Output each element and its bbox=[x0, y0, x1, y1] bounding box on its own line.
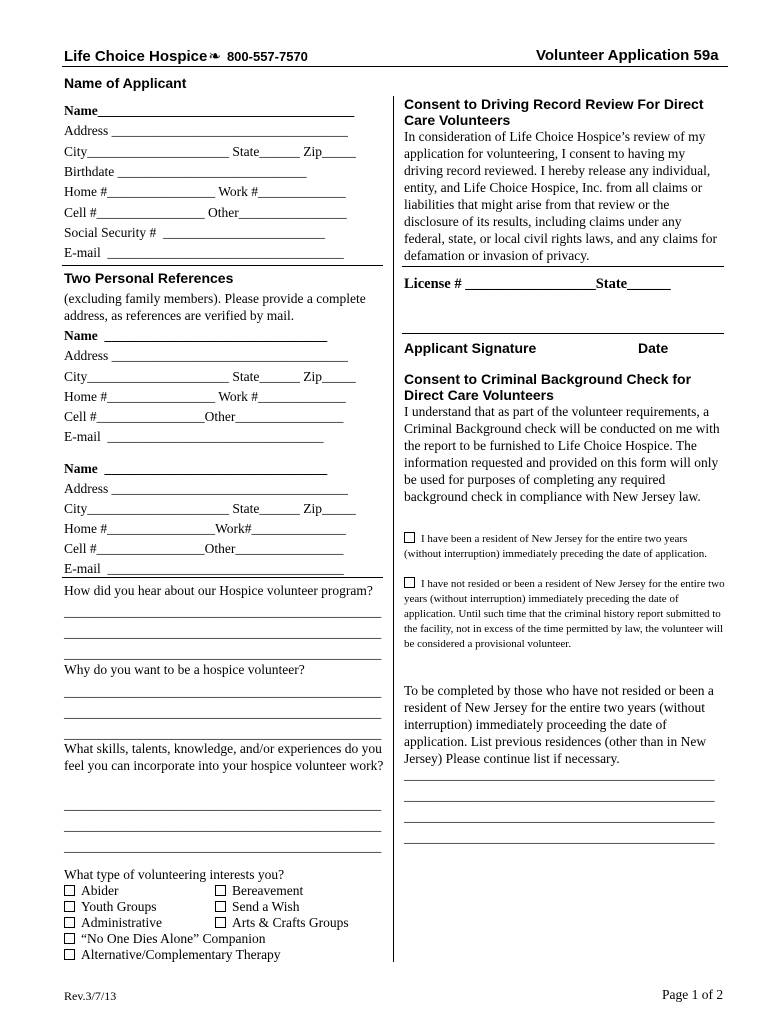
interest-no-one-dies-alone[interactable]: “No One Dies Alone” Companion bbox=[64, 931, 265, 947]
section-divider bbox=[62, 265, 383, 266]
field-license-state[interactable]: License # __________________State______ bbox=[404, 276, 671, 292]
ref2-address[interactable]: Address ___________________________________ bbox=[64, 481, 348, 496]
leaf-ornament-icon: ❧ bbox=[208, 49, 221, 65]
header-org bbox=[64, 47, 308, 66]
field-city-state-zip[interactable]: City_____________________ State______ Zip_____ bbox=[64, 144, 356, 159]
org-name: Life Choice Hospice bbox=[64, 48, 208, 65]
section-title-references: Two Personal References bbox=[64, 270, 234, 286]
driving-consent-text: In consideration of Life Choice Hospice’s review of my application for volunteering, I consent to having my driving record reviewed. I hereby release any individual, entity, and Life Choice Hospice, Inc. from all claims or liabilities that might arise from that review or the disclosure of its results, including claims under any federal, state, or local civil rights laws, and any claims for defamation or invasion of privacy. bbox=[404, 129, 718, 263]
ref2-email[interactable]: E-mail ___________________________________ bbox=[64, 561, 344, 576]
ref2-city-state-zip[interactable]: City_____________________ State______ Zip_____ bbox=[64, 501, 356, 516]
interest-bereavement[interactable]: Bereavement bbox=[215, 883, 303, 899]
header-divider bbox=[62, 66, 728, 67]
signature-label: Applicant Signature bbox=[404, 340, 537, 356]
field-social-security[interactable]: Social Security # ________________________ bbox=[64, 225, 325, 240]
signature-line[interactable] bbox=[402, 333, 724, 334]
criminal-check-title: Consent to Criminal Background Check for bbox=[404, 371, 692, 387]
interest-youth-groups[interactable]: Youth Groups bbox=[64, 899, 157, 915]
resident-no-option[interactable]: I have not resided or been a resident of New Jersey for the entire two years (without interruption) immediately preceding the date of application. Until such time that the criminal history report submitted to the facility, not in excess of the time permitted by law, the volunteer will be considered a provisional volunteer. bbox=[404, 578, 725, 650]
previous-residences-text: To be completed by those who have not resided or been a resident of New Jersey for the entire two years (without interruption) immediately proceeding the date of application. List previous residences (other than in New Jersey) Please continue list if necessary. bbox=[404, 683, 714, 766]
driving-consent-title: Consent to Driving Record Review For Direct bbox=[404, 96, 704, 112]
driving-consent-title-cont: Care Volunteers bbox=[404, 112, 511, 128]
field-name[interactable]: Name______________________________________ bbox=[64, 103, 355, 118]
interest-abider[interactable]: Abider bbox=[64, 883, 119, 899]
answer-line[interactable]: _______________________________________________ bbox=[64, 646, 382, 661]
ref1-address[interactable]: Address ___________________________________ bbox=[64, 348, 348, 363]
field-address[interactable]: Address ___________________________________ bbox=[64, 123, 348, 138]
residence-line[interactable]: ______________________________________________ bbox=[404, 767, 715, 782]
column-divider bbox=[393, 96, 394, 962]
checkbox-icon[interactable] bbox=[215, 885, 226, 896]
ref1-email[interactable]: E-mail ________________________________ bbox=[64, 429, 324, 444]
answer-line[interactable]: _______________________________________________ bbox=[64, 726, 382, 741]
ref2-home-work[interactable]: Home #________________Work#______________ bbox=[64, 521, 347, 536]
answer-line[interactable]: _______________________________________________ bbox=[64, 625, 382, 640]
resident-yes-option[interactable]: I have been a resident of New Jersey for the entire two years (without interruption) immediately preceding the date of application. bbox=[404, 533, 708, 560]
references-note: (excluding family members). Please provide a complete address, as references are verified by mail. bbox=[64, 291, 366, 323]
checkbox-icon[interactable] bbox=[404, 577, 415, 588]
checkbox-icon[interactable] bbox=[404, 532, 415, 543]
section-title-applicant: Name of Applicant bbox=[64, 75, 187, 91]
residence-line[interactable]: ______________________________________________ bbox=[404, 788, 715, 803]
residence-line[interactable]: ______________________________________________ bbox=[404, 830, 715, 845]
phone-number: 800-557-7570 bbox=[226, 49, 308, 64]
ref2-cell-other[interactable]: Cell #________________Other________________ bbox=[64, 541, 344, 556]
checkbox-icon[interactable] bbox=[64, 885, 75, 896]
date-label: Date bbox=[638, 340, 669, 356]
criminal-check-title-cont: Direct Care Volunteers bbox=[404, 387, 554, 403]
form-title: Volunteer Application 59a bbox=[536, 47, 719, 64]
question-why-volunteer: Why do you want to be a hospice volunteer? bbox=[64, 662, 305, 677]
section-divider bbox=[402, 266, 724, 267]
field-home-work-phone[interactable]: Home #________________ Work #_____________ bbox=[64, 184, 346, 199]
checkbox-icon[interactable] bbox=[215, 901, 226, 912]
ref1-home-work[interactable]: Home #________________ Work #_____________ bbox=[64, 389, 346, 404]
checkbox-icon[interactable] bbox=[64, 917, 75, 928]
field-birthdate[interactable]: Birthdate ____________________________ bbox=[64, 164, 307, 179]
answer-line[interactable]: _______________________________________________ bbox=[64, 684, 382, 699]
section-divider bbox=[62, 577, 383, 578]
page-number: Page 1 of 2 bbox=[662, 987, 724, 1002]
checkbox-icon[interactable] bbox=[64, 949, 75, 960]
interest-send-a-wish[interactable]: Send a Wish bbox=[215, 899, 299, 915]
checkbox-icon[interactable] bbox=[64, 933, 75, 944]
interest-arts-crafts[interactable]: Arts & Crafts Groups bbox=[215, 915, 349, 931]
ref1-city-state-zip[interactable]: City_____________________ State______ Zip_____ bbox=[64, 369, 356, 384]
ref1-name[interactable]: Name _________________________________ bbox=[64, 328, 328, 343]
residence-line[interactable]: ______________________________________________ bbox=[404, 809, 715, 824]
question-skills: What skills, talents, knowledge, and/or experiences do you feel you can incorporate into your hospice volunteer work? bbox=[64, 741, 384, 773]
criminal-check-text: I understand that as part of the volunteer requirements, a Criminal Background check will be conducted on me with the report to be furnished to Life Choice Hospice. The information requested and provided on this form will only be used for purposes of completing any required background check in compliance with New Jersey law. bbox=[404, 404, 720, 504]
answer-line[interactable]: _______________________________________________ bbox=[64, 839, 382, 854]
question-hear-about: How did you hear about our Hospice volunteer program? bbox=[64, 583, 373, 598]
interests-question: What type of volunteering interests you? bbox=[64, 867, 285, 882]
answer-line[interactable]: _______________________________________________ bbox=[64, 604, 382, 619]
revision-date: Rev.3/7/13 bbox=[64, 989, 117, 1003]
ref1-cell-other[interactable]: Cell #________________Other________________ bbox=[64, 409, 344, 424]
answer-line[interactable]: _______________________________________________ bbox=[64, 797, 382, 812]
interest-alternative-therapy[interactable]: Alternative/Complementary Therapy bbox=[64, 947, 281, 963]
interest-administrative[interactable]: Administrative bbox=[64, 915, 162, 931]
answer-line[interactable]: _______________________________________________ bbox=[64, 818, 382, 833]
checkbox-icon[interactable] bbox=[64, 901, 75, 912]
answer-line[interactable]: _______________________________________________ bbox=[64, 705, 382, 720]
field-email[interactable]: E-mail ___________________________________ bbox=[64, 245, 344, 260]
checkbox-icon[interactable] bbox=[215, 917, 226, 928]
ref2-name[interactable]: Name _________________________________ bbox=[64, 461, 328, 476]
field-cell-other-phone[interactable]: Cell #________________ Other________________ bbox=[64, 205, 347, 220]
